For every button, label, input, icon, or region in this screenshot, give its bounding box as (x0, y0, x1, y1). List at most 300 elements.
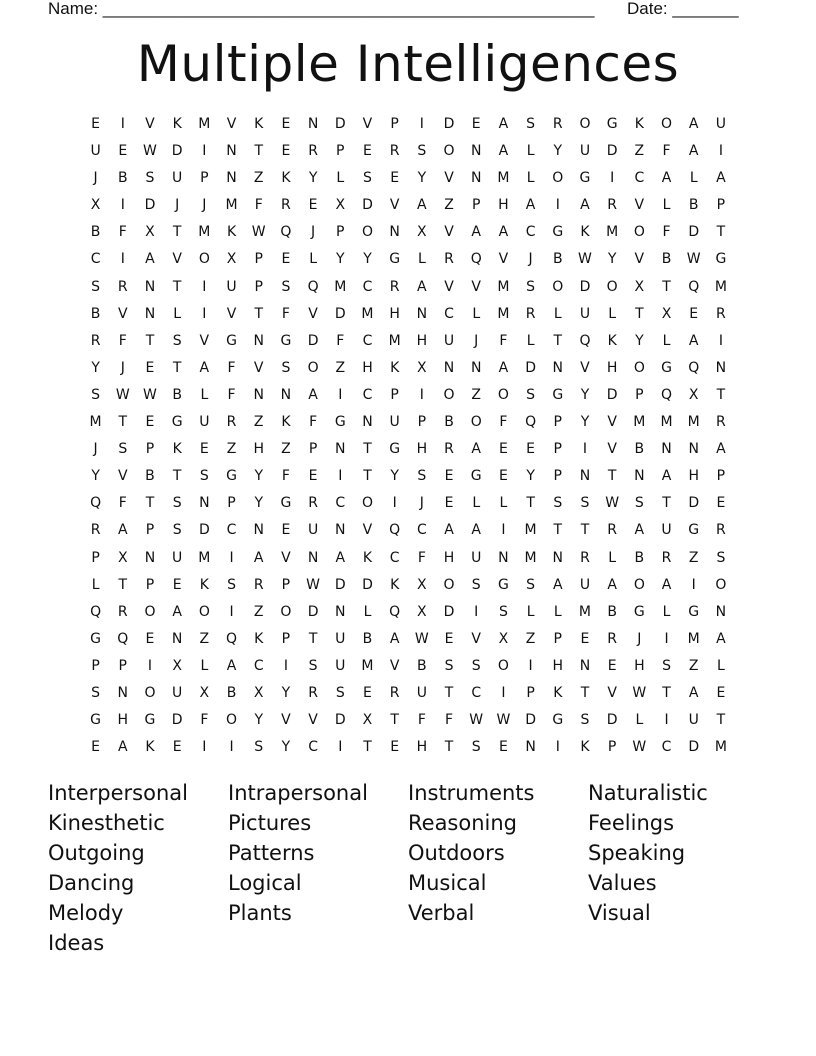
grid-letter[interactable]: N (715, 359, 727, 376)
grid-letter[interactable]: R (226, 414, 237, 431)
grid-letter[interactable]: P (254, 251, 263, 268)
grid-letter[interactable]: I (202, 278, 207, 295)
grid-letter[interactable]: A (525, 197, 536, 214)
grid-letter[interactable]: H (253, 441, 264, 458)
grid-letter[interactable]: Y (635, 332, 644, 349)
grid-letter[interactable]: H (117, 712, 129, 729)
grid-letter[interactable]: B (634, 441, 645, 458)
grid-letter[interactable]: K (281, 170, 291, 187)
grid-letter[interactable]: S (526, 576, 536, 593)
grid-letter[interactable]: X (199, 684, 210, 701)
grid-letter[interactable]: A (117, 522, 128, 539)
grid-letter[interactable]: A (688, 143, 699, 160)
grid-letter[interactable]: P (553, 468, 562, 485)
grid-letter[interactable]: P (553, 441, 562, 458)
date-field-label[interactable]: Date: _______ (627, 0, 739, 18)
grid-letter[interactable]: B (117, 170, 128, 187)
grid-letter[interactable]: T (363, 441, 372, 458)
grid-letter[interactable]: P (91, 549, 100, 566)
grid-letter[interactable]: I (338, 468, 343, 485)
grid-letter[interactable]: N (525, 739, 536, 756)
grid-letter[interactable]: G (715, 251, 727, 268)
grid-letter[interactable]: E (363, 143, 372, 160)
grid-letter[interactable]: G (226, 468, 237, 485)
grid-letter[interactable]: D (334, 712, 346, 729)
grid-letter[interactable]: I (202, 739, 207, 756)
grid-letter[interactable]: R (308, 495, 318, 512)
grid-letter[interactable]: G (334, 414, 346, 431)
grid-letter[interactable]: D (525, 712, 536, 729)
grid-letter[interactable]: H (498, 197, 509, 214)
grid-letter[interactable]: K (172, 116, 182, 132)
grid-letter[interactable]: N (389, 224, 400, 241)
grid-letter[interactable]: Z (253, 603, 264, 620)
grid-letter[interactable]: V (634, 197, 645, 214)
grid-letter[interactable]: P (145, 522, 155, 539)
grid-letter[interactable]: R (716, 522, 726, 539)
grid-letter[interactable]: S (634, 495, 644, 512)
grid-letter[interactable]: E (363, 684, 372, 701)
grid-letter[interactable]: S (172, 495, 182, 512)
grid-letter[interactable]: F (662, 143, 671, 160)
grid-letter[interactable]: L (336, 170, 345, 187)
grid-letter[interactable]: N (335, 603, 346, 620)
grid-letter[interactable]: R (661, 549, 672, 566)
grid-letter[interactable]: I (528, 657, 533, 674)
grid-letter[interactable]: Q (661, 386, 673, 403)
grid-letter[interactable]: V (308, 712, 318, 729)
grid-letter[interactable]: W (578, 251, 592, 268)
grid-letter[interactable]: Q (688, 359, 700, 376)
grid-letter[interactable]: M (524, 522, 537, 539)
grid-letter[interactable]: W (306, 576, 321, 593)
grid-letter[interactable]: M (198, 549, 211, 566)
grid-letter[interactable]: U (579, 576, 591, 593)
grid-letter[interactable]: D (688, 495, 700, 512)
grid-letter[interactable]: A (471, 441, 481, 458)
grid-letter[interactable]: C (634, 170, 645, 187)
grid-letter[interactable]: C (471, 684, 482, 701)
grid-letter[interactable]: Q (90, 495, 102, 512)
grid-letter[interactable]: A (444, 522, 454, 539)
grid-letter[interactable]: K (580, 739, 590, 756)
grid-letter[interactable]: Y (254, 495, 263, 512)
grid-letter[interactable]: I (202, 305, 207, 322)
grid-letter[interactable]: Q (280, 224, 292, 241)
grid-letter[interactable]: K (145, 739, 155, 756)
grid-letter[interactable]: M (687, 414, 700, 431)
grid-letter[interactable]: D (144, 197, 156, 214)
grid-letter[interactable]: R (552, 116, 563, 132)
grid-letter[interactable]: S (580, 495, 590, 512)
grid-letter[interactable]: S (254, 739, 264, 756)
grid-letter[interactable]: D (606, 143, 618, 160)
grid-letter[interactable]: P (526, 684, 535, 701)
grid-letter[interactable]: A (716, 630, 726, 647)
grid-letter[interactable]: J (202, 197, 207, 214)
grid-letter[interactable]: V (172, 251, 182, 268)
grid-letter[interactable]: M (497, 170, 510, 187)
grid-letter[interactable]: N (579, 657, 591, 674)
grid-letter[interactable]: D (579, 278, 591, 295)
grid-letter[interactable]: J (120, 359, 125, 376)
grid-letter[interactable]: E (390, 170, 400, 187)
grid-letter[interactable]: P (553, 630, 562, 647)
grid-letter[interactable]: H (552, 657, 564, 674)
grid-letter[interactable]: E (145, 414, 155, 431)
grid-letter[interactable]: I (392, 495, 397, 512)
grid-letter[interactable]: X (417, 576, 427, 593)
grid-letter[interactable]: H (362, 359, 373, 376)
grid-letter[interactable]: G (470, 468, 482, 485)
grid-letter[interactable]: Y (91, 359, 100, 376)
grid-letter[interactable]: C (226, 522, 237, 539)
grid-letter[interactable]: Y (91, 468, 100, 485)
grid-letter[interactable]: N (335, 522, 346, 539)
grid-letter[interactable]: C (416, 522, 427, 539)
grid-letter[interactable]: M (361, 305, 374, 322)
grid-letter[interactable]: D (334, 576, 346, 593)
grid-letter[interactable]: I (718, 332, 723, 349)
grid-letter[interactable]: R (716, 414, 726, 431)
grid-letter[interactable]: D (443, 603, 455, 620)
grid-letter[interactable]: O (307, 359, 319, 376)
grid-letter[interactable]: O (633, 224, 645, 241)
grid-letter[interactable]: S (281, 359, 291, 376)
grid-letter[interactable]: D (362, 576, 373, 593)
grid-letter[interactable]: S (335, 684, 345, 701)
grid-letter[interactable]: X (117, 549, 128, 566)
grid-letter[interactable]: U (471, 549, 482, 566)
grid-letter[interactable]: C (362, 332, 373, 349)
grid-letter[interactable]: T (526, 495, 535, 512)
grid-letter[interactable]: V (281, 712, 291, 729)
grid-letter[interactable]: T (553, 522, 563, 539)
grid-letter[interactable]: Y (417, 170, 427, 187)
grid-letter[interactable]: U (715, 116, 727, 132)
grid-letter[interactable]: T (444, 739, 454, 756)
grid-letter[interactable]: G (280, 495, 292, 512)
grid-letter[interactable]: M (334, 278, 347, 295)
grid-letter[interactable]: R (308, 143, 318, 160)
grid-letter[interactable]: B (688, 197, 699, 214)
grid-letter[interactable]: P (200, 170, 209, 187)
grid-letter[interactable]: O (497, 386, 509, 403)
grid-letter[interactable]: Q (226, 630, 238, 647)
grid-letter[interactable]: A (607, 576, 617, 593)
grid-letter[interactable]: E (199, 441, 209, 458)
grid-letter[interactable]: T (580, 684, 590, 701)
grid-letter[interactable]: P (281, 630, 291, 647)
grid-letter[interactable]: O (226, 712, 238, 729)
grid-letter[interactable]: J (528, 251, 533, 268)
grid-letter[interactable]: V (308, 305, 318, 322)
grid-letter[interactable]: O (144, 603, 156, 620)
grid-letter[interactable]: E (91, 116, 101, 132)
grid-letter[interactable]: E (444, 630, 454, 647)
grid-letter[interactable]: T (662, 278, 671, 295)
grid-letter[interactable]: Q (117, 630, 129, 647)
grid-letter[interactable]: P (607, 739, 617, 756)
grid-letter[interactable]: R (117, 278, 128, 295)
grid-letter[interactable]: A (145, 251, 155, 268)
grid-letter[interactable]: P (254, 278, 263, 295)
grid-letter[interactable]: N (443, 359, 455, 376)
grid-letter[interactable]: R (607, 630, 618, 647)
grid-letter[interactable]: Y (254, 712, 263, 729)
grid-letter[interactable]: V (199, 332, 210, 349)
grid-letter[interactable]: T (145, 332, 155, 349)
grid-letter[interactable]: T (172, 359, 182, 376)
grid-letter[interactable]: F (417, 549, 426, 566)
grid-letter[interactable]: A (471, 224, 481, 241)
grid-letter[interactable]: X (417, 603, 427, 620)
grid-letter[interactable]: B (90, 305, 101, 322)
grid-letter[interactable]: I (555, 739, 560, 756)
grid-letter[interactable]: Z (634, 143, 645, 160)
grid-letter[interactable]: N (661, 441, 672, 458)
grid-letter[interactable]: Z (199, 630, 210, 647)
grid-letter[interactable]: N (335, 441, 346, 458)
grid-letter[interactable]: S (526, 116, 536, 132)
grid-letter[interactable]: I (419, 386, 424, 403)
grid-letter[interactable]: G (90, 630, 102, 647)
grid-letter[interactable]: S (716, 549, 726, 566)
grid-letter[interactable]: O (443, 386, 455, 403)
grid-letter[interactable]: W (469, 712, 484, 729)
grid-letter[interactable]: G (389, 441, 401, 458)
grid-letter[interactable]: R (253, 576, 264, 593)
grid-letter[interactable]: M (633, 414, 646, 431)
grid-letter[interactable]: O (715, 576, 727, 593)
grid-letter[interactable]: W (143, 143, 157, 160)
grid-letter[interactable]: Y (363, 251, 372, 268)
grid-letter[interactable]: L (309, 251, 317, 268)
grid-letter[interactable]: K (553, 684, 563, 701)
grid-letter[interactable]: V (607, 441, 617, 458)
grid-letter[interactable]: Q (389, 603, 401, 620)
grid-letter[interactable]: G (552, 386, 564, 403)
grid-letter[interactable]: N (199, 495, 210, 512)
grid-letter[interactable]: Z (226, 441, 237, 458)
grid-letter[interactable]: S (580, 712, 590, 729)
grid-letter[interactable]: G (661, 359, 672, 376)
grid-letter[interactable]: H (416, 739, 428, 756)
grid-letter[interactable]: G (606, 116, 618, 132)
grid-letter[interactable]: V (389, 657, 400, 674)
grid-letter[interactable]: C (335, 495, 346, 512)
grid-letter[interactable]: E (281, 251, 291, 268)
grid-letter[interactable]: R (90, 332, 101, 349)
grid-letter[interactable]: T (635, 305, 644, 322)
grid-letter[interactable]: C (253, 657, 264, 674)
grid-letter[interactable]: J (93, 441, 98, 458)
grid-letter[interactable]: S (199, 468, 209, 485)
grid-letter[interactable]: O (144, 684, 156, 701)
grid-letter[interactable]: N (579, 468, 591, 485)
grid-letter[interactable]: A (498, 359, 509, 376)
grid-letter[interactable]: Y (254, 468, 263, 485)
grid-letter[interactable]: D (606, 712, 618, 729)
grid-letter[interactable]: W (251, 224, 266, 241)
grid-letter[interactable]: M (497, 278, 510, 295)
grid-letter[interactable]: H (688, 468, 699, 485)
grid-letter[interactable]: R (444, 251, 454, 268)
grid-letter[interactable]: Y (580, 414, 590, 431)
grid-letter[interactable]: T (580, 522, 590, 539)
grid-letter[interactable]: N (117, 684, 129, 701)
grid-letter[interactable]: S (526, 278, 536, 295)
grid-letter[interactable]: R (281, 197, 291, 214)
grid-letter[interactable]: W (605, 495, 620, 512)
grid-letter[interactable]: R (716, 305, 726, 322)
grid-letter[interactable]: L (526, 603, 535, 620)
grid-letter[interactable]: Q (579, 332, 591, 349)
grid-letter[interactable]: W (414, 630, 429, 647)
grid-letter[interactable]: C (362, 278, 373, 295)
grid-letter[interactable]: K (362, 549, 373, 566)
grid-letter[interactable]: U (335, 630, 346, 647)
grid-letter[interactable]: I (229, 549, 234, 566)
grid-letter[interactable]: P (390, 116, 399, 132)
grid-letter[interactable]: A (335, 549, 346, 566)
grid-letter[interactable]: R (607, 197, 618, 214)
grid-letter[interactable]: F (662, 224, 671, 241)
grid-letter[interactable]: H (606, 359, 618, 376)
grid-letter[interactable]: T (607, 468, 617, 485)
grid-letter[interactable]: O (198, 251, 210, 268)
grid-letter[interactable]: U (661, 522, 672, 539)
grid-letter[interactable]: E (526, 441, 536, 458)
grid-letter[interactable]: D (606, 386, 618, 403)
grid-letter[interactable]: J (419, 495, 424, 512)
grid-letter[interactable]: T (716, 224, 726, 241)
grid-letter[interactable]: S (281, 278, 291, 295)
grid-letter[interactable]: T (118, 414, 128, 431)
grid-letter[interactable]: L (173, 305, 182, 322)
grid-letter[interactable]: M (660, 414, 673, 431)
grid-letter[interactable]: E (281, 116, 291, 132)
grid-letter[interactable]: L (200, 657, 209, 674)
grid-letter[interactable]: N (253, 332, 264, 349)
grid-letter[interactable]: O (497, 657, 509, 674)
grid-letter[interactable]: G (552, 712, 564, 729)
grid-letter[interactable]: O (443, 576, 455, 593)
grid-letter[interactable]: L (662, 197, 671, 214)
grid-letter[interactable]: Y (607, 251, 617, 268)
grid-letter[interactable]: E (145, 359, 155, 376)
grid-letter[interactable]: C (444, 305, 454, 322)
grid-letter[interactable]: O (198, 603, 210, 620)
grid-letter[interactable]: Z (688, 657, 699, 674)
grid-letter[interactable]: M (225, 197, 238, 214)
grid-letter[interactable]: T (254, 143, 263, 160)
grid-letter[interactable]: O (470, 414, 482, 431)
grid-letter[interactable]: U (443, 332, 455, 349)
grid-letter[interactable]: K (254, 116, 264, 132)
grid-letter[interactable]: E (607, 657, 617, 674)
grid-letter[interactable]: G (497, 576, 509, 593)
grid-letter[interactable]: K (199, 576, 209, 593)
grid-letter[interactable]: U (688, 712, 699, 729)
grid-letter[interactable]: E (308, 197, 318, 214)
grid-letter[interactable]: I (120, 116, 125, 132)
grid-letter[interactable]: E (172, 739, 182, 756)
grid-letter[interactable]: L (417, 251, 426, 268)
grid-letter[interactable]: F (118, 495, 127, 512)
grid-letter[interactable]: N (226, 170, 237, 187)
grid-letter[interactable]: S (363, 170, 372, 187)
grid-letter[interactable]: V (607, 684, 617, 701)
grid-letter[interactable]: Q (90, 603, 102, 620)
grid-letter[interactable]: F (281, 468, 290, 485)
grid-letter[interactable]: I (664, 712, 669, 729)
grid-letter[interactable]: L (608, 549, 617, 566)
grid-letter[interactable]: U (416, 684, 427, 701)
grid-letter[interactable]: I (338, 739, 343, 756)
grid-letter[interactable]: D (198, 522, 210, 539)
grid-letter[interactable]: K (281, 414, 291, 431)
grid-letter[interactable]: B (90, 224, 101, 241)
grid-letter[interactable]: D (171, 143, 183, 160)
grid-letter[interactable]: M (198, 116, 211, 132)
grid-letter[interactable]: G (171, 414, 183, 431)
grid-letter[interactable]: F (118, 224, 127, 241)
grid-letter[interactable]: B (607, 603, 617, 620)
grid-letter[interactable]: C (525, 224, 536, 241)
grid-letter[interactable]: Q (688, 278, 700, 295)
grid-letter[interactable]: T (254, 305, 263, 322)
grid-letter[interactable]: N (470, 143, 482, 160)
grid-letter[interactable]: A (661, 576, 672, 593)
grid-letter[interactable]: V (362, 522, 373, 539)
grid-letter[interactable]: S (308, 657, 318, 674)
grid-letter[interactable]: D (171, 712, 183, 729)
grid-letter[interactable]: S (227, 576, 236, 593)
grid-letter[interactable]: A (498, 224, 509, 241)
grid-letter[interactable]: T (308, 630, 318, 647)
grid-letter[interactable]: B (172, 386, 182, 403)
grid-letter[interactable]: U (90, 143, 101, 160)
grid-letter[interactable]: G (688, 522, 700, 539)
grid-letter[interactable]: D (334, 305, 346, 322)
grid-letter[interactable]: N (362, 414, 373, 431)
grid-letter[interactable]: D (443, 116, 455, 132)
grid-letter[interactable]: I (555, 197, 560, 214)
grid-letter[interactable]: X (253, 684, 264, 701)
grid-letter[interactable]: A (471, 522, 481, 539)
grid-letter[interactable]: A (389, 630, 400, 647)
grid-letter[interactable]: A (199, 359, 210, 376)
grid-letter[interactable]: A (661, 468, 672, 485)
grid-letter[interactable]: W (115, 386, 130, 403)
grid-letter[interactable]: X (417, 224, 427, 241)
grid-letter[interactable]: E (281, 522, 291, 539)
grid-letter[interactable]: D (307, 603, 319, 620)
grid-letter[interactable]: I (120, 251, 125, 268)
grid-letter[interactable]: M (714, 739, 727, 756)
grid-letter[interactable]: E (716, 684, 726, 701)
grid-letter[interactable]: W (143, 386, 157, 403)
grid-letter[interactable]: V (498, 251, 509, 268)
grid-letter[interactable]: H (443, 549, 455, 566)
grid-letter[interactable]: A (688, 684, 699, 701)
grid-letter[interactable]: N (226, 143, 237, 160)
grid-letter[interactable]: D (307, 332, 319, 349)
grid-letter[interactable]: A (117, 739, 128, 756)
grid-letter[interactable]: S (172, 332, 182, 349)
grid-letter[interactable]: P (716, 468, 726, 485)
